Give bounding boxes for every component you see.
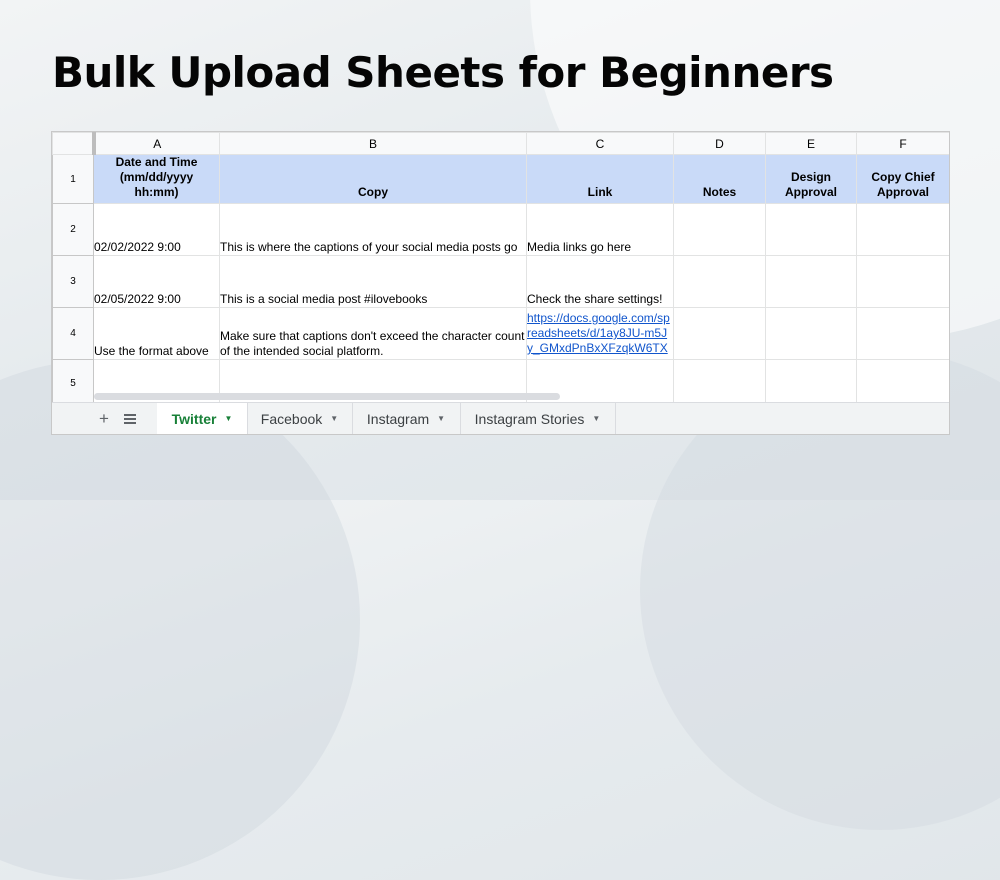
tab-facebook[interactable] [247,403,353,434]
row-number[interactable]: 5 [53,360,94,407]
cell-e1[interactable] [766,155,857,204]
cell-text: Date and Time [115,155,198,169]
column-header-e[interactable]: E [766,133,857,155]
cell-a2[interactable]: 02/02/2022 9:00 [94,204,220,256]
tab-label: Instagram Stories [474,410,585,427]
cell-c4[interactable] [527,308,674,360]
cell-f1[interactable] [857,155,950,204]
cell-d3[interactable] [674,256,766,308]
background-shape [0,360,360,880]
row-number[interactable]: 3 [53,256,94,308]
cell-b3[interactable]: This is a social media post #ilovebooks [220,256,527,308]
column-header-f[interactable]: F [857,133,950,155]
column-header-b[interactable]: B [220,133,527,155]
cell-b2[interactable]: This is where the captions of your social media posts go [220,204,527,256]
cell-a4[interactable]: Use the format above [94,308,220,360]
chevron-down-icon: ▼ [224,414,233,423]
tab-label: Instagram [366,410,430,427]
cell-text: Design [790,170,831,184]
chevron-down-icon: ▼ [437,414,446,423]
cell-f4[interactable] [857,308,950,360]
cell-c1[interactable]: Link [527,155,674,204]
cell-b1[interactable]: Copy [220,155,527,204]
cell-d4[interactable] [674,308,766,360]
table-row [53,308,950,360]
add-sheet-button[interactable]: + [99,409,109,428]
cell-text: Make sure that captions don't exceed the character count [220,329,525,343]
table-row [53,256,950,308]
column-header-c[interactable]: C [527,133,674,155]
cell-text: Copy Chief [871,170,935,184]
spreadsheet [51,131,950,435]
all-sheets-icon[interactable] [124,414,136,424]
row-number[interactable]: 1 [53,155,94,204]
cell-a1[interactable] [94,155,220,204]
spreadsheet-link[interactable]: readsheets/d/1ay8JU-m5J [527,326,668,340]
spreadsheet-link[interactable]: y_GMxdPnBxXFzqkW6TX [527,341,668,355]
sheet-grid [52,132,950,407]
cell-e3[interactable] [766,256,857,308]
spreadsheet-link[interactable]: https://docs.google.com/sp [527,311,670,325]
page-title: Bulk Upload Sheets for Beginners [52,48,834,97]
cell-d2[interactable] [674,204,766,256]
tab-instagram[interactable] [352,403,461,434]
column-header-d[interactable]: D [674,133,766,155]
cell-text: Approval [784,185,837,199]
cell-a3[interactable]: 02/05/2022 9:00 [94,256,220,308]
column-header-a[interactable]: A [94,133,220,155]
chevron-down-icon: ▼ [592,414,601,423]
cell-text: (mm/dd/yyyy hh:mm) [119,170,194,199]
cell-e2[interactable] [766,204,857,256]
column-header-row [53,133,950,155]
tab-instagram-stories[interactable] [460,403,616,434]
cell-f3[interactable] [857,256,950,308]
row-number[interactable]: 4 [53,308,94,360]
select-all-corner[interactable] [53,133,94,155]
tab-label: Facebook [260,410,323,427]
cell-c3[interactable]: Check the share settings! [527,256,674,308]
cell-f5[interactable] [857,360,950,407]
cell-text: of the intended social platform. [220,344,384,358]
cell-e4[interactable] [766,308,857,360]
row-number[interactable]: 2 [53,204,94,256]
sheet-tab-bar [52,402,949,435]
cell-b4[interactable] [220,308,527,360]
cell-d5[interactable] [674,360,766,407]
horizontal-scrollbar[interactable] [94,393,560,400]
table-row [53,155,950,204]
tab-label: Twitter [171,410,217,427]
tab-twitter[interactable] [157,403,248,434]
cell-text: Approval [876,185,929,199]
cell-c2[interactable]: Media links go here [527,204,674,256]
chevron-down-icon: ▼ [330,414,339,423]
table-row [53,204,950,256]
cell-e5[interactable] [766,360,857,407]
cell-d1[interactable]: Notes [674,155,766,204]
cell-f2[interactable] [857,204,950,256]
